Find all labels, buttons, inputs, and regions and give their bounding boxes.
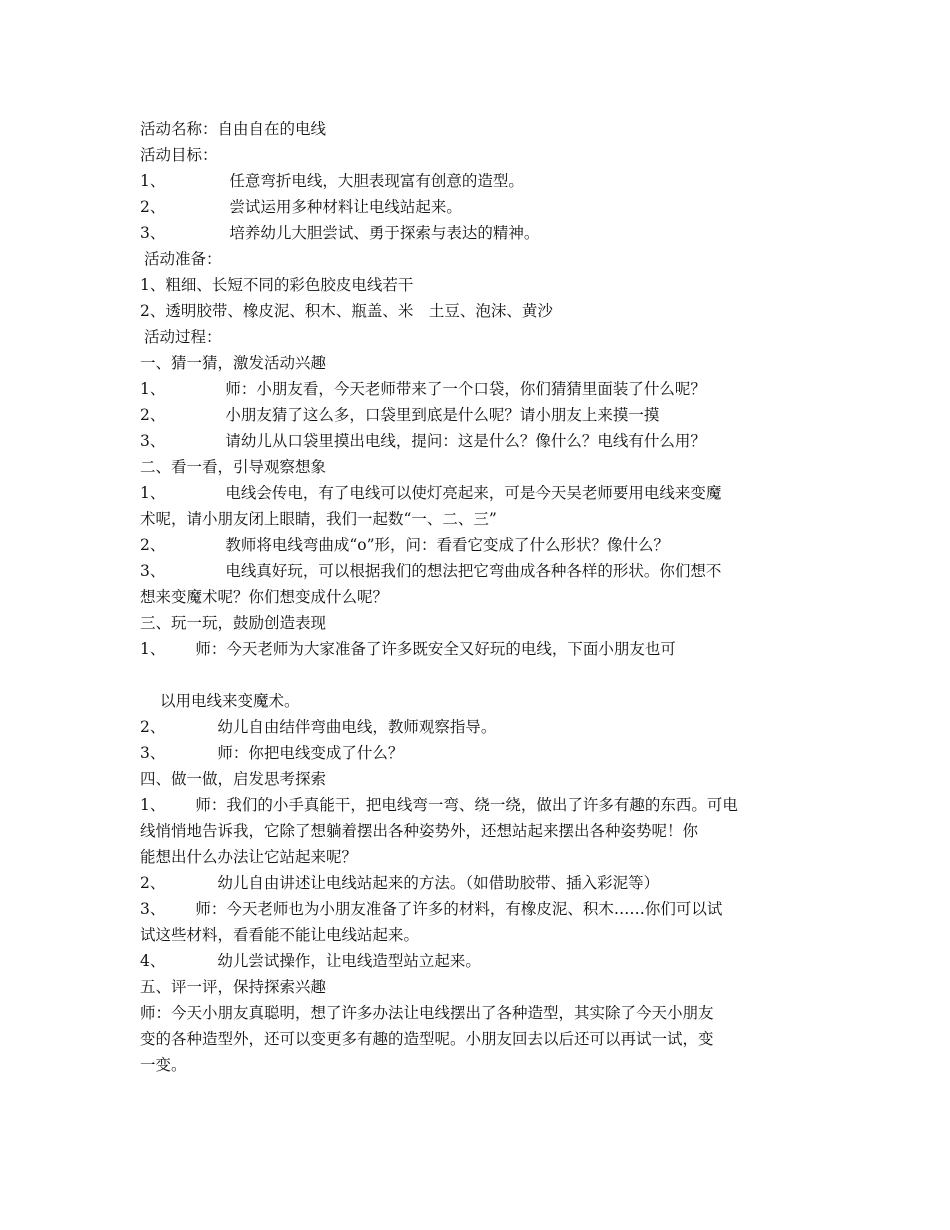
step-number: 2、 <box>140 874 166 892</box>
prep-heading: 活动准备： <box>144 250 222 268</box>
step-text: 请幼儿从口袋里摸出电线，提问：这是什么？像什么？电线有什么用？ <box>225 432 706 450</box>
step-text: 师：今天老师也为小朋友准备了许多的材料，有橡皮泥、积木……你们可以试 <box>195 900 723 918</box>
step-item <box>140 896 820 922</box>
step-item <box>140 636 820 662</box>
summary-line: 师：今天小朋友真聪明，想了许多办法让电线摆出了各种造型，其实除了今天小朋友 <box>140 1004 714 1022</box>
section-heading: 二、看一看，引导观察想象 <box>140 458 327 476</box>
step-item <box>140 558 820 584</box>
step-number: 3、 <box>140 432 166 450</box>
goal-item <box>140 220 820 246</box>
step-continuation: 试这些材料，看看能不能让电线站起来。 <box>140 926 420 944</box>
step-number: 3、 <box>140 900 166 918</box>
goal-text: 任意弯折电线，大胆表现富有创意的造型。 <box>229 172 524 190</box>
step-number: 3、 <box>140 744 166 762</box>
step-number: 1、 <box>140 640 166 658</box>
goal-number: 1、 <box>140 172 166 190</box>
step-item <box>140 402 820 428</box>
step-text: 师：我们的小手真能干，把电线弯一弯、绕一绕，做出了许多有趣的东西。可电 <box>195 796 738 814</box>
step-text: 师：小朋友看，今天老师带来了一个口袋，你们猜猜里面装了什么呢？ <box>225 380 706 398</box>
step-text: 电线会传电，有了电线可以使灯亮起来，可是今天吴老师要用电线来变魔 <box>225 484 722 502</box>
step-text: 幼儿自由结伴弯曲电线，教师观察指导。 <box>217 718 497 736</box>
section-heading: 五、评一评，保持探索兴趣 <box>140 978 327 996</box>
step-number: 1、 <box>140 484 166 502</box>
step-text: 幼儿自由讲述让电线站起来的方法。（如借助胶带、插入彩泥等） <box>217 874 660 892</box>
section-heading: 一、猜一猜，激发活动兴趣 <box>140 354 327 372</box>
goal-item <box>140 168 820 194</box>
summary-line: 变的各种造型外，还可以变更多有趣的造型呢。小朋友回去以后还可以再试一试，变 <box>140 1030 714 1048</box>
step-number: 2、 <box>140 406 166 424</box>
prep-item: 2、透明胶带、橡皮泥、积木、瓶盖、米 土豆、泡沫、黄沙 <box>140 302 553 320</box>
step-item <box>140 740 820 766</box>
step-item <box>140 714 820 740</box>
section-heading: 四、做一做，启发思考探索 <box>140 770 327 788</box>
activity-title: 活动名称：自由自在的电线 <box>140 120 327 138</box>
step-text: 幼儿尝试操作，让电线造型站立起来。 <box>217 952 481 970</box>
goal-text: 尝试运用多种材料让电线站起来。 <box>229 198 462 216</box>
goal-item <box>140 194 820 220</box>
goal-number: 3、 <box>140 224 166 242</box>
step-number: 2、 <box>140 718 166 736</box>
step-item <box>140 792 820 818</box>
step-text: 师：你把电线变成了什么？ <box>217 744 404 762</box>
step-text: 电线真好玩，可以根据我们的想法把它弯曲成各种各样的形状。你们想不 <box>225 562 722 580</box>
section-heading: 三、玩一玩，鼓励创造表现 <box>140 614 327 632</box>
summary-line: 一变。 <box>140 1056 187 1074</box>
goal-number: 2、 <box>140 198 166 216</box>
step-continuation: 以用电线来变魔术。 <box>160 692 300 710</box>
step-continuation: 能想出什么办法让它站起来呢？ <box>140 848 358 866</box>
prep-item: 1、粗细、长短不同的彩色胶皮电线若干 <box>140 276 414 294</box>
process-heading: 活动过程： <box>144 328 222 346</box>
step-text: 教师将电线弯曲成“o”形，问：看看它变成了什么形状？像什么？ <box>225 536 670 554</box>
goals-heading: 活动目标： <box>140 146 218 164</box>
step-number: 2、 <box>140 536 166 554</box>
step-number: 4、 <box>140 952 166 970</box>
step-continuation: 想来变魔术呢？你们想变成什么呢？ <box>140 588 389 606</box>
step-number: 1、 <box>140 796 166 814</box>
goal-text: 培养幼儿大胆尝试、勇于探索与表达的精神。 <box>229 224 540 242</box>
step-continuation: 术呢，请小朋友闭上眼睛，我们一起数“一、二、三” <box>140 510 497 528</box>
step-item <box>140 948 820 974</box>
step-text: 师：今天老师为大家准备了许多既安全又好玩的电线，下面小朋友也可 <box>195 640 676 658</box>
step-continuation: 线悄悄地告诉我，它除了想躺着摆出各种姿势外，还想站起来摆出各种姿势呢！你 <box>140 822 699 840</box>
step-item <box>140 376 820 402</box>
step-item <box>140 428 820 454</box>
step-item <box>140 870 820 896</box>
blank-line <box>140 662 820 688</box>
step-item <box>140 480 820 506</box>
step-number: 3、 <box>140 562 166 580</box>
step-text: 小朋友猜了这么多，口袋里到底是什么呢？请小朋友上来摸一摸 <box>225 406 660 424</box>
step-item <box>140 532 820 558</box>
step-number: 1、 <box>140 380 166 398</box>
document-page <box>140 116 820 1078</box>
